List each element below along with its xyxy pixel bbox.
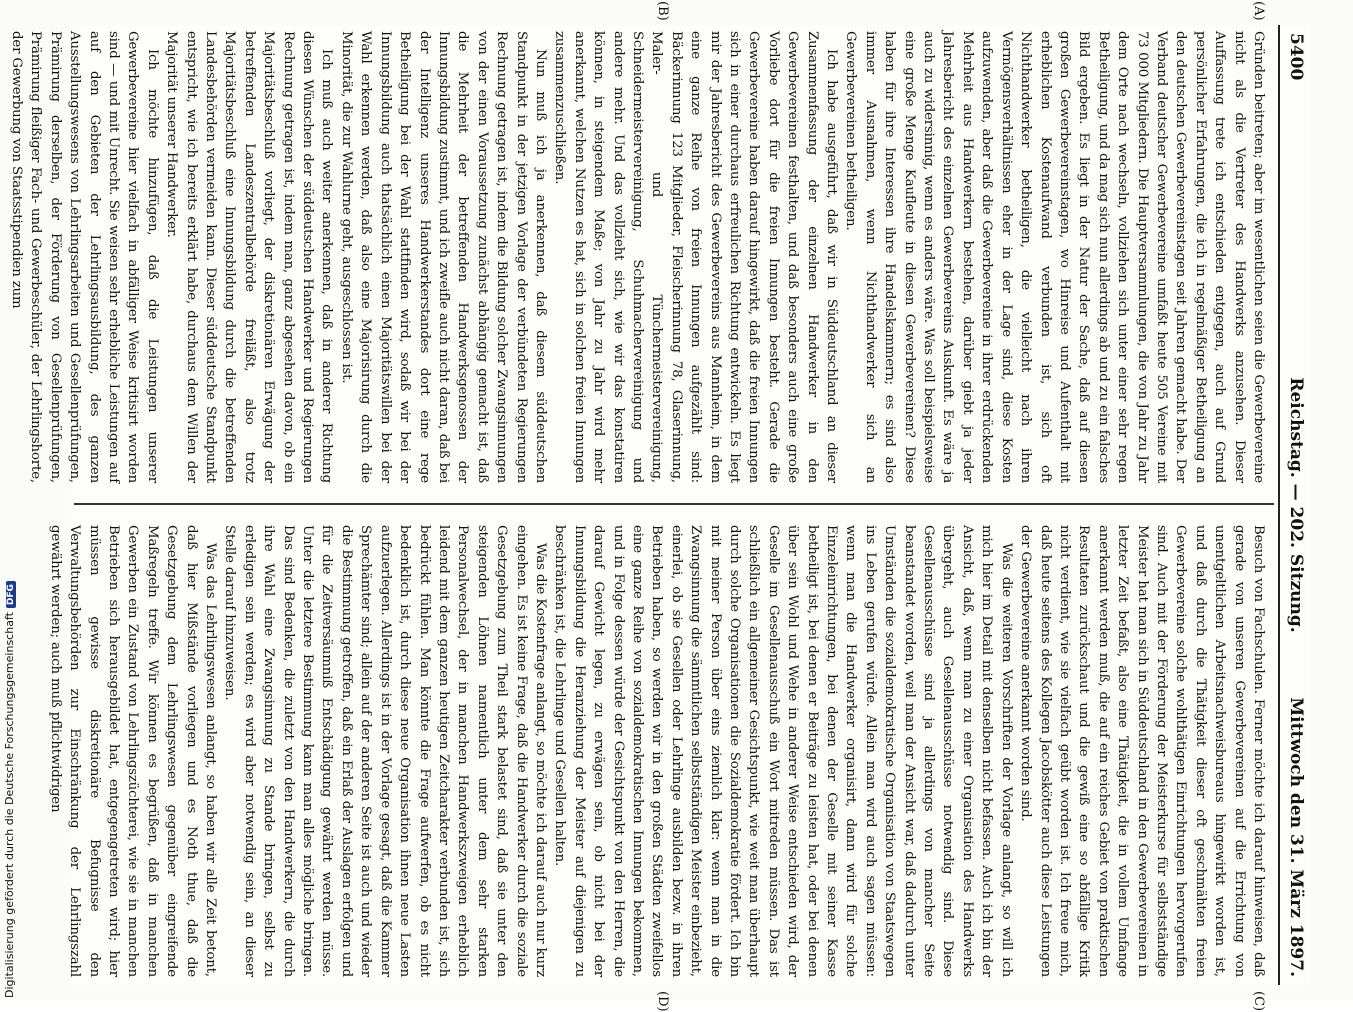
page-header <box>1278 25 1310 985</box>
dfg-logo: DFG <box>6 581 16 608</box>
paragraph: Ich möchte hinzufügen, daß die Leistungen unserer Gewerbevereine hier vielfach in abfälliger Weise kritisirt worden sind — und mit Unrecht. Sie weisen sehr erhebliche Leistungen auf auf den Gebieten der Lehrlingsausbildung, des ganzen Ausstellungswesens von Lehrlingsarbeiten und Gesellenprüfungen, Prämirung derselben, der Förderung von Gesellenprüfungen, Prämirung fleißiger Fach- und Gewerbeschüler, der Lehrlingshorte, der Gewerbung von Staatsstipendien zum <box>9 31 160 483</box>
paragraph: Was die Kostenfrage anlangt, so möchte ich darauf auch nur kurz eingehen. Es ist keine Frage, daß die Handwerker durch die soziale Gesetzgebung zum Theil stark belastet sind, daß sie unter den steigenden Löhnen namentlich unter dem sehr starken Personalwechsel, der in manchen Handwerkszweigen erheblich leidend mit dem ganzen heutigen Zeitcharakter verbunden ist, sich bedrückt fühlen. Man könnte die Frage aufwerfen, ob es nicht bedenklich ist, durch diese neue Organisation ihnen neue Lasten aufzuerlegen. Allerdings ist in der Vorlage gesagt, daß die Kammer Sprechämter sind; allein auf der anderen Seite ist auch und wieder die Bestimmung getroffen, daß ein Erlaß der Auslagen erfolgen und für die Zeitversäumniß Entschädigung gewährt werden müsse. Unter die letztere Bestimmung kann man alles mögliche bringen. Das sind Bedenken, die zuletzt von den Handwerkern, die durch ihre Wahl eine Zwangsinnung zu Stande bringen, selbst zu erledigen sein werden; es wird aber notwendig sein, an dieser Stelle darauf hinzuweisen. <box>222 525 548 977</box>
paragraph: Ich muß auch weiter anerkennen, daß in anderer Richtung diesen Wünschen der süddeutschen Handwerker und Regierungen Rechnung getragen ist, indem man, ganz abgesehen davon, ob ein Majoritätsbeschluß vorliegt, der diskretionären Erwägung der betreffenden Landeszentralbehörde freiläßt, also trotz Majoritätsbeschluß eine Innungsbildung durch die betreffenden Landesbehörden vermeiden kann. Dieser süddeutsche Standpunkt entspricht, wie ich bereits erklärt habe, durchaus dem Willen der Majorität unserer Handwerker. <box>164 31 335 483</box>
right-column <box>47 525 1268 977</box>
left-column <box>9 31 1268 483</box>
margin-marker-a: (A) <box>1251 1 1266 21</box>
paragraph: Ich habe ausgeführt, daß wir in Süddeutschland an dieser Zusammenfassung der einzelnen Handwerker in den Gewerbevereinen festhalten, und daß besonders auch eine große Vorliebe dort für die freien Innungen besteht. Gerade die Gewerbevereine haben darauf hingewirkt, daß die freien Innungen sich in einer durchaus erfreulichen Richtung entwickeln. Es liegt mir der Jahresbericht des Gewerbevereins aus Mannheim, in dem eine ganze Reihe von freien Innungen aufgezählt sind: Bäckerinnung 123 Mitglieder, Fleischerinnung 78, Glaserinnung, Maler- und Tünchermeistervereinigung, Schneidermeistervereinigung, Schuhmachervereinigung und andere mehr. Und das vollzieht sich, wie wir das konstatiren können, in steigendem Maße; von Jahr zu Jahr wird mehr anerkannt, welchen Nutzen es hat, sich in solchen freien Innungen zusammenzuschließen. <box>552 31 840 483</box>
credit-text: Digitalisierung gefördert durch die Deutsche Forschungsgemeinschaft <box>3 612 16 998</box>
paragraph: Was das Lehrlingswesen anlangt, so haben wir alle Zeit betont, daß hier Mißstände vorliegen und es Noth thue, daß die Gesetzgebung dem Lehrlingswesen gegenüber eingreifende Maßregeln treffe. Wir können es begrüßen, daß in manchen Gewerben ein Zustand von Lehrlingszüchterei, wie sie in manchen Betrieben sich herausgebildet hat, entgegengetreten wird; hier müssen gewisse diskretionäre Befugnisse den Verwaltungsbehörden zur Einschränkung der Lehrlingszahl gewährt werden; auch muß pflichtwidrigen <box>47 525 219 977</box>
column-divider <box>74 503 1274 505</box>
margin-marker-d: (D) <box>655 991 670 1012</box>
paragraph: Gründen beitreten; aber im wesentlichen seien die Gewerbevereine nicht als die Vertreter des Handwerks anzusehen. Dieser Auffassung trete ich entschieden entgegen, auch auf Grund persönlicher Erfahrungen, die ich in regelmäßiger Betheiligung an den deutschen Gewerbevereinstagen seit Jahren gemacht habe. Der Verband deutscher Gewerbevereine umfaßt heute 505 Vereine mit 73 000 Mitgliedern. Die Hauptversammlungen, die von Jahr zu Jahr dem Orte nach wechseln, vollziehen sich unter einer sehr regen Betheiligung, und da mag sich nun allerdings ab und zu ein falsches Bild ergeben. Es liegt in der Natur der Sache, daß auf diesen großen Gewerbevereinstagen, wo Hinreise und Aufenthalt mit erheblichen Kostenaufwand verbunden ist, sich oft Nichthandwerker betheiligen, die vielleicht nach ihren Vermögensverhältnissen eher in der Lage sind, diese Kosten aufzuwenden, aber daß die Gewerbevereine in ihrer erdrückenden Mehrheit aus Handwerkern bestehen, darüber giebt ja jeder Jahresbericht des einzelnen Gewerbevereins Auskunft. Es wäre ja auch zu widersinnig, wenn es anders wäre. Was soll beispielsweise eine große Menge Kaufleute in diesen Gewerbevereinen? Diese haben für ihre Interessen ihre Handelskammern; es sind also immer Ausnahmen, wenn Nichthandwerker sich an Gewerbevereinen betheiligen. <box>843 31 1266 483</box>
margin-marker-b: (B) <box>655 1 670 21</box>
paragraph: Was die weiteren Vorschriften der Vorlage anlangt, so will ich mich hier im Detail mit denselben nicht befassen. Auch ich bin der Ansicht, daß, wenn man zu einer Organisation des Handwerks übergeht, auch Gesellenausschüsse notwendig sind. Diese Gesellenausschüsse sind ja allerdings von mancher Seite beanstandet worden, weil man der Ansicht war, daß dadurch unter Umständen die sozialdemokratische Organisation von Staatswegen ins Leben gerufen würde. Allein man wird auch sagen müssen: wenn man die Handwerker organisirt, dann wird für solche Einzeleinrichtungen, bei denen der Geselle mit seiner Kasse betheiligt ist, bei denen er Beiträge zu leisten hat, oder bei denen über sein Wohl und Wehe in anderer Weise entschieden wird, der Geselle im Gesellenausschuß ein Wort mitreden müssen. Das ist schließlich ein allgemeiner Gesichtspunkt, wie weit man überhaupt durch solche Organisationen die Sozialdemokratie fördert. Ich bin mit meiner Person über eins ziemlich klar: wenn man in die Zwangsinnung die sämmtlichen selbstständigen Meister einbezieht, einerlei, ob sie Gesellen oder Lehrlinge ausbilden bezw. in ihren Betrieben haben, so werden wir in den großen Städten zweifellos eine ganze Reihe von sozialdemokratischen Innungen bekommen, und in Folge dessen würde der Gesichtspunkt von den Herren, die darauf Gewicht legen, zu erwägen sein, ob nicht bei der Innungsbildung die Heranziehung der Meister auf diejenigen zu beschränken ist, die Lehrlinge und Gesellen halten. <box>552 525 1014 977</box>
session-date: Mittwoch den 31. März 1897. <box>1286 697 1306 977</box>
session-title: Reichstag. — 202. Sitzung. <box>1286 377 1306 633</box>
margin-marker-c: (C) <box>1251 991 1266 1012</box>
paragraph: Besuch von Fachschulen. Ferner möchte ich darauf hinweisen, daß gerade von unseren Gewerbevereinen auf die Errichtung von unentgeltlichen Arbeitsnachweisbureaus hingewirkt worden ist, und daß durch die Thätigkeit dieser oft geschmähten freien Gewerbevereine solche wohlthätigen Einrichtungen hervorgerufen sind. Auch mit der Förderung der Meisterkurse für selbstständige Meister hat man sich in Süddeutschland in den Gewerbevereinen in letzter Zeit befaßt, also eine Thätigkeit, die in vollem Umfange anerkannt werden muß, die auf ein reiches Gebiet von praktischen Resultaten zurückschaut und die gewiß eine so abfällige Kritik nicht verdient, wie sie vielfach geübt worden ist. Ich freue mich, daß heute seitens des Kollegen Jacobskötter auch diese Leistungen der Gewerbevereine anerkannt worden sind. <box>1018 525 1266 977</box>
digitization-credit <box>3 581 16 998</box>
paragraph: Nun muß ich ja anerkennen, daß diesem süddeutschen Standpunkt in der jetzigen Vorlage der verbündeten Regierungen Rechnung getragen ist, indem die Bildung solcher Zwangsinnungen von der einen Voraussetzung zunächst abhängig gemacht ist, daß die Mehrheit der betreffenden Handwerksgenossen der Innungsbildung zustimmt, und ich zweifle auch nicht daran, daß bei der Intelligenz unseres Handwerkerstandes dort eine rege Betheiligung bei der Wahl stattfinden wird, sodaß wir bei der Innungsbildung auch thatsächlich einen Majoritätswillen bei der Wahl erkennen werden, daß also eine Majorisirung durch die Minorität, die zur Wahlurne geht, ausgeschlossen ist. <box>338 31 548 483</box>
page-number: 5400 <box>1286 33 1306 81</box>
